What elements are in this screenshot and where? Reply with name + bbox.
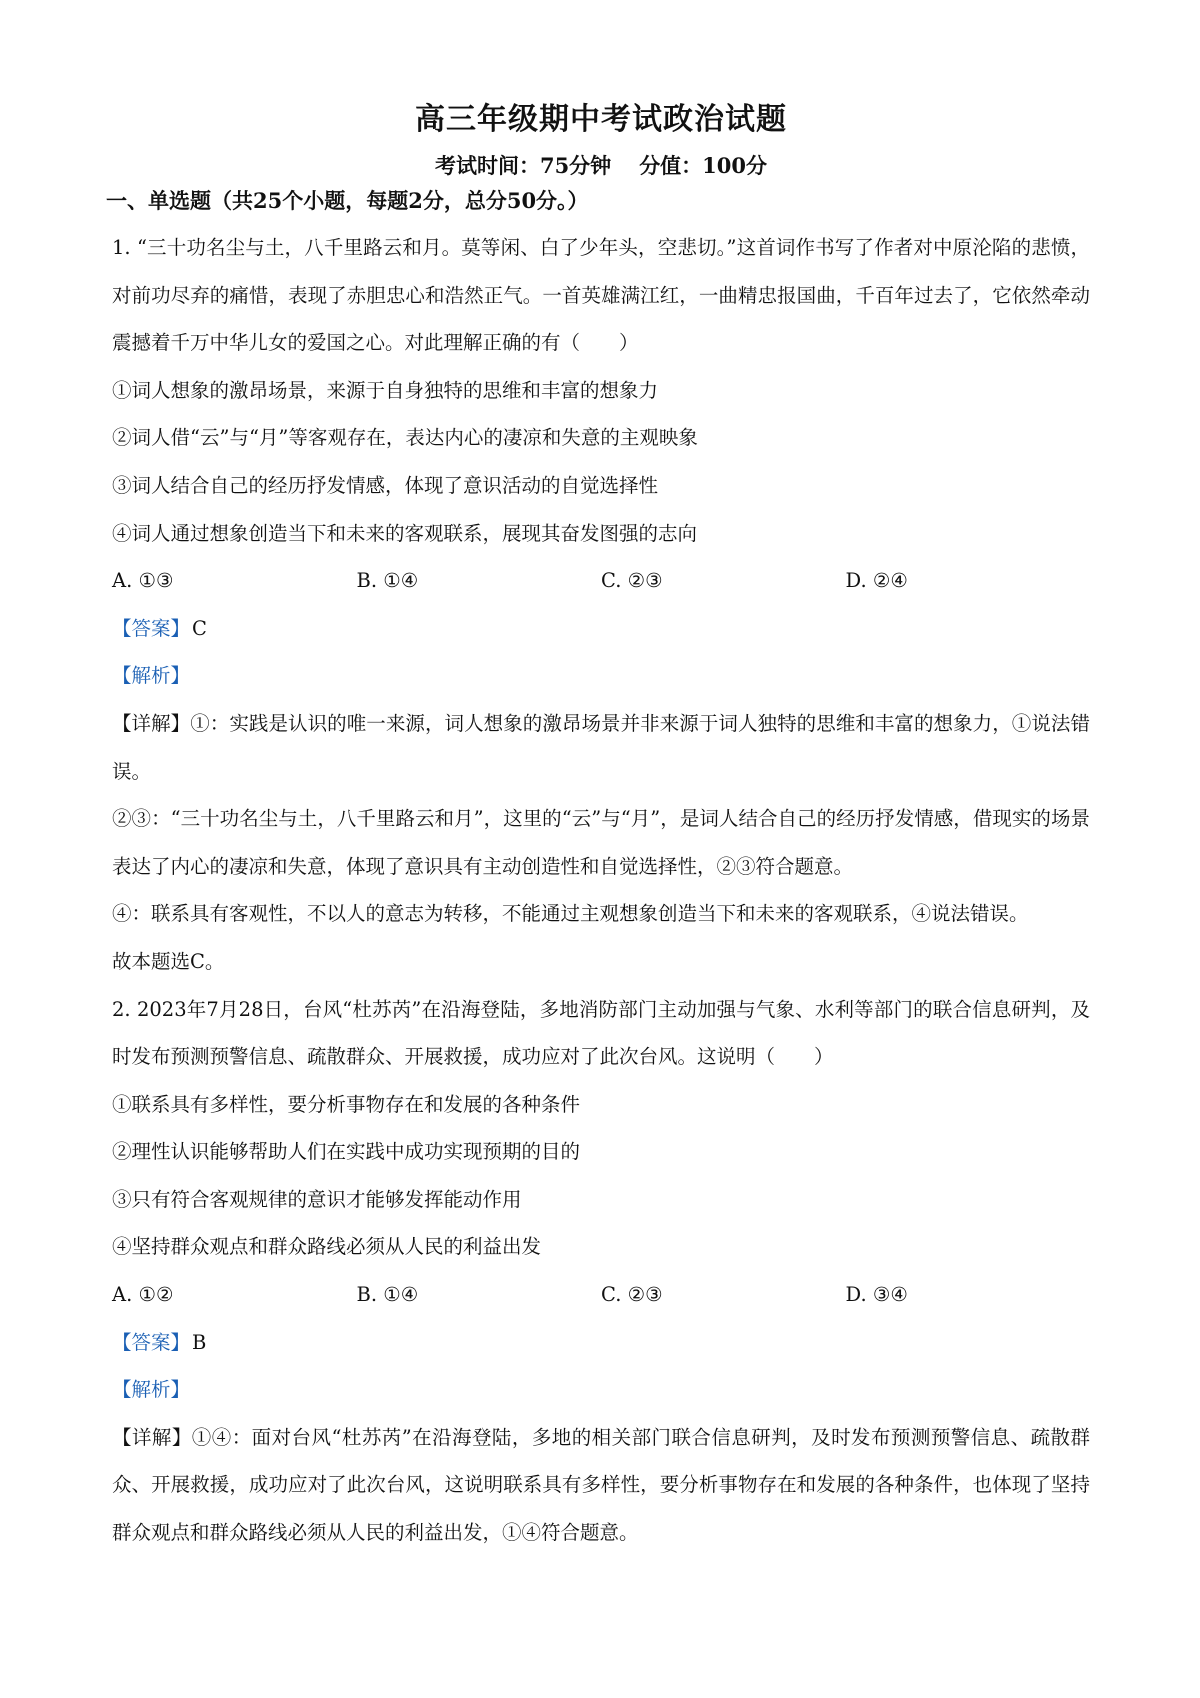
analysis-label: 【解析】 xyxy=(112,664,191,688)
answer-line xyxy=(112,1319,1090,1367)
option-statement: ②词人借“云”与“月”等客观存在，表达内心的凄凉和失意的主观映象 xyxy=(112,426,698,450)
analysis-line xyxy=(112,1366,1090,1414)
answer-choices xyxy=(112,1271,1090,1319)
choice-c: C. ②③ xyxy=(601,1283,663,1307)
option-statement: ④坚持群众观点和群众路线必须从人民的利益出发 xyxy=(112,1235,542,1259)
question-stem: 2. 2023年7月28日，台风“杜苏芮”在沿海登陆，多地消防部门主动加强与气象、水利等部门的联合信息研判，及时发布预测预警信息、疏散群众、开展救援，成功应对了此次台风。这说明（ ） xyxy=(112,997,1090,1069)
answer-value: B xyxy=(192,1330,207,1354)
detail-conclusion: 故本题选C。 xyxy=(112,949,225,973)
analysis-line xyxy=(112,652,1090,700)
choice-a: A. ①② xyxy=(112,1283,174,1307)
doc-title: 高三年级期中考试政治试题 xyxy=(415,102,787,137)
answer-line xyxy=(112,605,1090,653)
analysis-label: 【解析】 xyxy=(112,1378,191,1402)
answer-label: 【答案】 xyxy=(112,1330,191,1354)
question-stem: 1. “三十功名尘与土，八千里路云和月。莫等闲、白了少年头，空悲切。”这首词作书写了作者对中原沦陷的悲愤，对前功尽弃的痛惜，表现了赤胆忠心和浩然正气。一首英雄满江红，一曲精忠报国曲，千百年过去了，它依然牵动震撼着千万中华儿女的爱国之心。对此理解正确的有（ ） xyxy=(112,236,1090,355)
option-statement: ③只有符合客观规律的意识才能够发挥能动作用 xyxy=(112,1187,522,1211)
question-2 xyxy=(112,986,1090,1557)
choice-d: D. ②④ xyxy=(845,569,908,593)
question-1 xyxy=(112,224,1090,986)
answer-value: C xyxy=(192,616,207,640)
detail-paragraph: 【详解】①④：面对台风“杜苏芮”在沿海登陆，多地的相关部门联合信息研判，及时发布预测预警信息、疏散群众、开展救援，成功应对了此次台风，这说明联系具有多样性，要分析事物存在和发展的各种条件，也体现了坚持群众观点和群众路线必须从人民的利益出发，①④符合题意。 xyxy=(112,1425,1090,1545)
detail-paragraph: 【详解】①：实践是认识的唯一来源，词人想象的激昂场景并非来源于词人独特的思维和丰富的想象力，①说法错误。 xyxy=(112,711,1090,783)
section-heading: 一、单选题（共25个小题，每题2分，总分50分。） xyxy=(106,188,589,213)
option-statement: ②理性认识能够帮助人们在实践中成功实现预期的目的 xyxy=(112,1140,581,1164)
choice-c: C. ②③ xyxy=(601,569,663,593)
option-statement: ③词人结合自己的经历抒发情感，体现了意识活动的自觉选择性 xyxy=(112,473,659,497)
answer-choices xyxy=(112,557,1090,605)
choice-b: B. ①④ xyxy=(356,569,419,593)
detail-paragraph: ④：联系具有客观性，不以人的意志为转移，不能通过主观想象创造当下和未来的客观联系，④说法错误。 xyxy=(112,902,1029,926)
choice-d: D. ③④ xyxy=(845,1283,908,1307)
exam-score: 分值：100分 xyxy=(639,153,768,178)
exam-info xyxy=(112,150,1090,182)
choice-b: B. ①④ xyxy=(356,1283,419,1307)
option-statement: ④词人通过想象创造当下和未来的客观联系，展现其奋发图强的志向 xyxy=(112,521,698,545)
choice-a: A. ①③ xyxy=(112,569,174,593)
detail-paragraph: ②③：“三十功名尘与土，八千里路云和月”，这里的“云”与“月”，是词人结合自己的经历抒发情感，借现实的场景表达了内心的凄凉和失意，体现了意识具有主动创造性和自觉选择性，②③符合题意。 xyxy=(112,807,1090,878)
option-statement: ①词人想象的激昂场景，来源于自身独特的思维和丰富的想象力 xyxy=(112,378,659,402)
answer-label: 【答案】 xyxy=(112,616,191,640)
option-statement: ①联系具有多样性，要分析事物存在和发展的各种条件 xyxy=(112,1092,581,1116)
exam-time: 考试时间：75分钟 xyxy=(434,153,612,178)
